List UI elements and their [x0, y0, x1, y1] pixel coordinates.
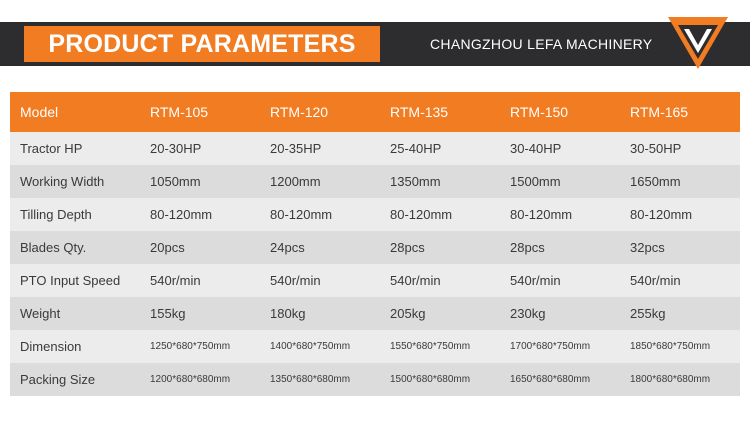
table-cell: 80-120mm: [390, 207, 453, 222]
table-cell: 1650mm: [630, 174, 681, 189]
company-logo: [668, 15, 728, 71]
table-row: [10, 264, 740, 297]
table-cell: 230kg: [510, 306, 546, 321]
table-cell: 1350mm: [390, 174, 441, 189]
row-label: Working Width: [20, 174, 105, 189]
table-cell: 540r/min: [630, 273, 681, 288]
parameters-table: [10, 92, 740, 396]
table-cell: 25-40HP: [390, 141, 442, 156]
table-cell: 20pcs: [150, 240, 185, 255]
table-cell: 1200mm: [270, 174, 321, 189]
table-cell: 205kg: [390, 306, 426, 321]
column-header: RTM-150: [510, 104, 569, 120]
table-cell: 540r/min: [390, 273, 441, 288]
table-cell: 1250*680*750mm: [150, 341, 231, 352]
table-cell: 28pcs: [510, 240, 545, 255]
table-cell: 1350*680*680mm: [270, 374, 351, 385]
table-cell: 1650*680*680mm: [510, 374, 591, 385]
table-cell: 1550*680*750mm: [390, 341, 471, 352]
table-cell: 255kg: [630, 306, 666, 321]
table-cell: 20-30HP: [150, 141, 202, 156]
row-label: Tractor HP: [20, 141, 83, 156]
column-header: RTM-105: [150, 104, 209, 120]
table-cell: 1850*680*750mm: [630, 341, 711, 352]
table-cell: 155kg: [150, 306, 186, 321]
table-cell: 1700*680*750mm: [510, 341, 591, 352]
column-header: RTM-120: [270, 104, 329, 120]
table-cell: 80-120mm: [630, 207, 693, 222]
table-row: [10, 297, 740, 330]
table-cell: 540r/min: [270, 273, 321, 288]
table-row: [10, 165, 740, 198]
table-cell: 1050mm: [150, 174, 201, 189]
table-row: [10, 330, 740, 363]
row-label: Weight: [20, 306, 61, 321]
table-cell: 180kg: [270, 306, 306, 321]
page-title: PRODUCT PARAMETERS: [24, 26, 380, 62]
table-cell: 28pcs: [390, 240, 425, 255]
table-cell: 1500mm: [510, 174, 561, 189]
parameters-table-wrapper: [10, 92, 740, 396]
table-cell: 80-120mm: [510, 207, 573, 222]
column-header: Model: [20, 104, 59, 120]
table-cell: 30-50HP: [630, 141, 682, 156]
row-label: Packing Size: [20, 372, 96, 387]
table-cell: 30-40HP: [510, 141, 562, 156]
row-label: Blades Qty.: [20, 240, 87, 255]
table-cell: 1200*680*680mm: [150, 374, 231, 385]
table-cell: 1400*680*750mm: [270, 341, 351, 352]
table-row: [10, 132, 740, 165]
table-cell: 32pcs: [630, 240, 665, 255]
table-row: [10, 198, 740, 231]
table-cell: 540r/min: [150, 273, 201, 288]
table-row: [10, 231, 740, 264]
table-row: [10, 363, 740, 396]
column-header: RTM-135: [390, 104, 449, 120]
table-header-row: [10, 92, 740, 132]
table-cell: 1500*680*680mm: [390, 374, 471, 385]
row-label: Dimension: [20, 339, 82, 354]
table-cell: 1800*680*680mm: [630, 374, 711, 385]
table-cell: 540r/min: [510, 273, 561, 288]
table-cell: 20-35HP: [270, 141, 322, 156]
table-cell: 80-120mm: [150, 207, 213, 222]
row-label: PTO Input Speed: [20, 273, 121, 288]
table-cell: 24pcs: [270, 240, 305, 255]
company-name: CHANGZHOU LEFA MACHINERY: [430, 36, 653, 52]
row-label: Tilling Depth: [20, 207, 92, 222]
column-header: RTM-165: [630, 104, 689, 120]
table-cell: 80-120mm: [270, 207, 333, 222]
